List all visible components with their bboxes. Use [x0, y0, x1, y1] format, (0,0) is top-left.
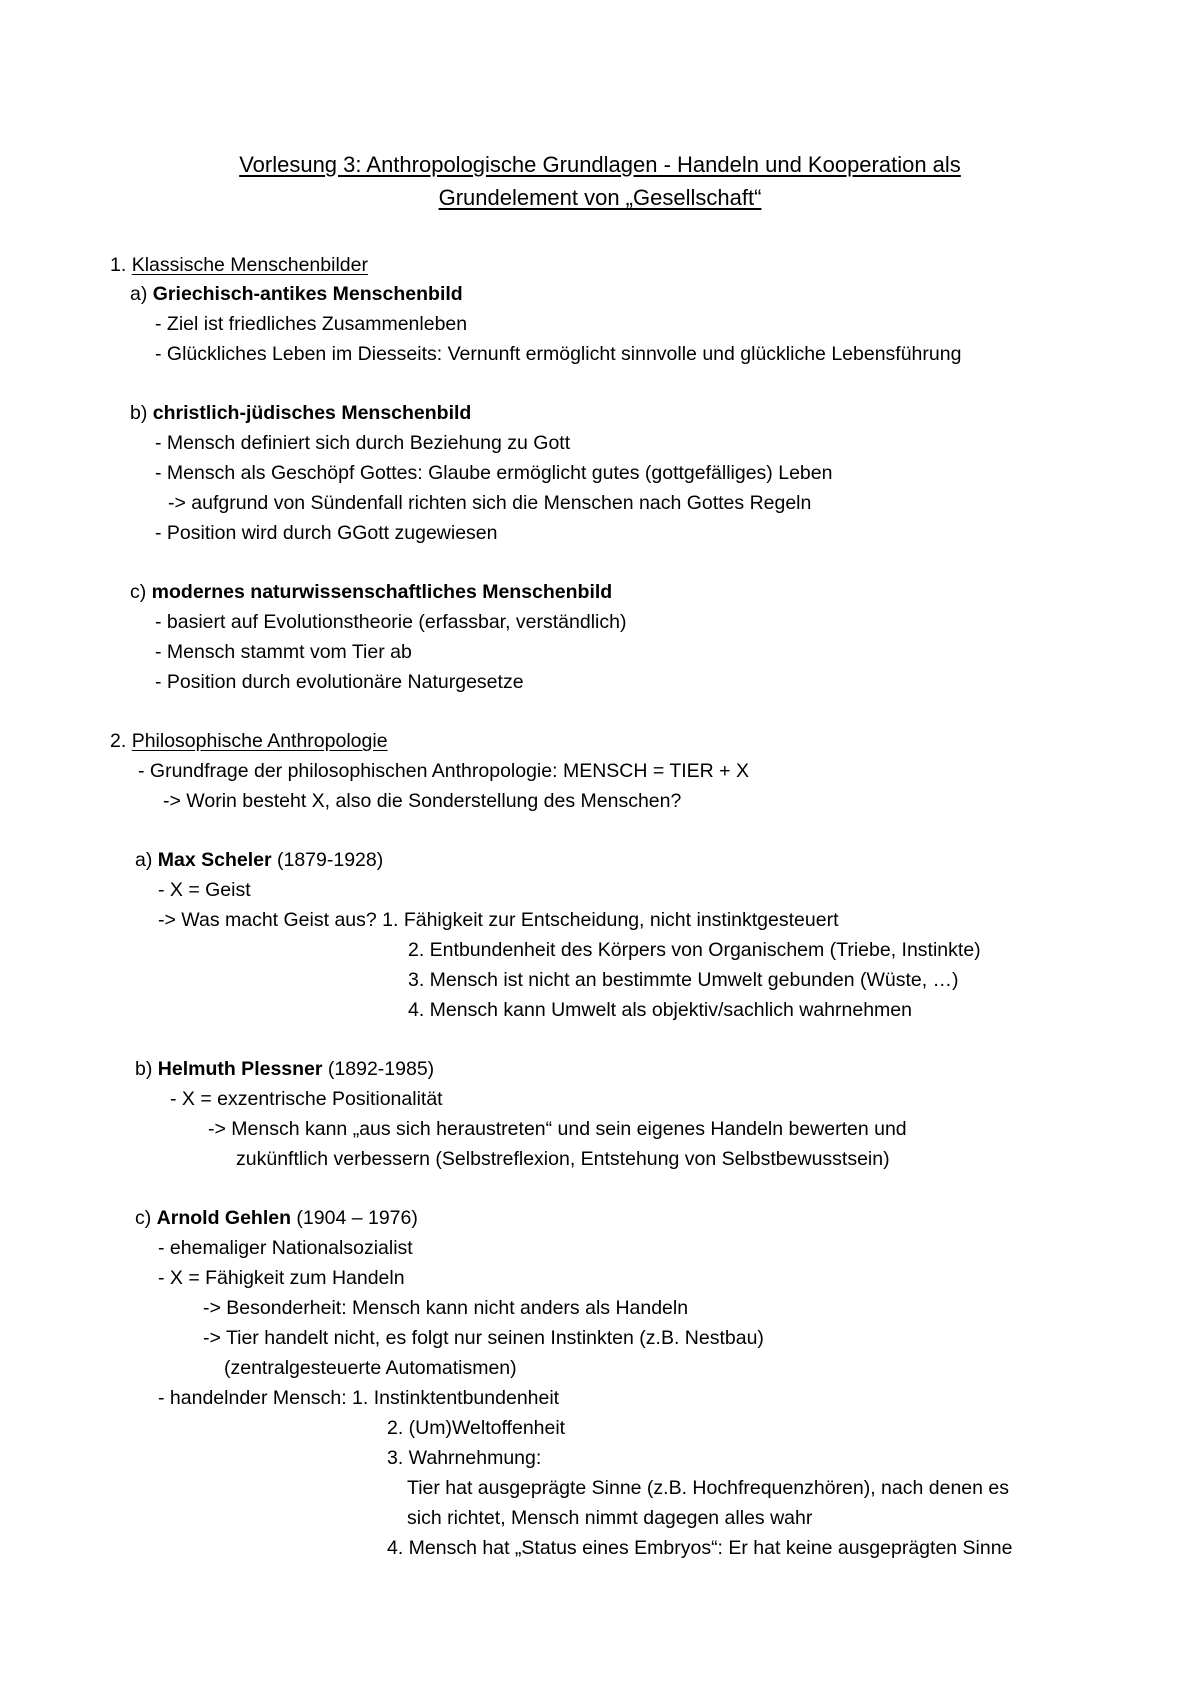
list-item: - X = exzentrische Positionalität — [170, 1088, 443, 1110]
subsection-1a-label: a) — [130, 283, 153, 305]
list-item: - basiert auf Evolutionstheorie (erfassbar, verständlich) — [155, 611, 627, 633]
list-item: (zentralgesteuerte Automatismen) — [224, 1357, 517, 1379]
list-item: -> Mensch kann „aus sich heraustreten“ und sein eigenes Handeln bewerten und — [208, 1118, 907, 1140]
list-item: 2. Entbundenheit des Körpers von Organischem (Triebe, Instinkte) — [408, 939, 981, 961]
list-item: zukünftlich verbessern (Selbstreflexion, Entstehung von Selbstbewusstsein) — [236, 1148, 890, 1170]
subsection-1b-title: christlich-jüdisches Menschenbild — [152, 402, 472, 424]
list-item: - X = Fähigkeit zum Handeln — [158, 1267, 405, 1289]
subsection-1c-title: modernes naturwissenschaftliches Menschenbild — [151, 581, 613, 603]
section-2-title: Philosophische Anthropologie — [131, 730, 388, 752]
subsection-2b-heading — [135, 1056, 434, 1082]
list-item: -> Was macht Geist aus? 1. Fähigkeit zur Entscheidung, nicht instinktgesteuert — [158, 909, 839, 931]
subsection-1b-label: b) — [130, 402, 153, 424]
subsection-2b-years: (1892-1985) — [322, 1058, 435, 1080]
subsection-2a-name: Max Scheler — [157, 849, 272, 871]
title-line-1: Vorlesung 3: Anthropologische Grundlagen - Handeln und Kooperation als — [239, 152, 961, 177]
list-item: - Position durch evolutionäre Naturgesetze — [155, 671, 524, 693]
subsection-1a-heading — [130, 281, 463, 307]
list-item: - Mensch definiert sich durch Beziehung zu Gott — [155, 432, 571, 454]
subsection-1c-heading — [130, 579, 612, 605]
subsection-2c-years: (1904 – 1976) — [291, 1207, 418, 1229]
title-line-2: Grundelement von „Gesellschaft“ — [438, 185, 762, 210]
subsection-2a-heading — [135, 847, 383, 873]
list-item: - X = Geist — [158, 879, 251, 901]
list-item: 3. Mensch ist nicht an bestimmte Umwelt gebunden (Wüste, …) — [408, 969, 959, 991]
document-title — [0, 148, 1200, 214]
list-item: 4. Mensch hat „Status eines Embryos“: Er hat keine ausgeprägten Sinne — [387, 1537, 1013, 1559]
list-item: - Glückliches Leben im Diesseits: Vernunft ermöglicht sinnvolle und glückliche Lebensführung — [155, 343, 962, 365]
list-item: - ehemaliger Nationalsozialist — [158, 1237, 413, 1259]
section-2-heading — [110, 728, 388, 754]
list-item: -> aufgrund von Sündenfall richten sich die Menschen nach Gottes Regeln — [168, 492, 812, 514]
subsection-1a-title: Griechisch-antikes Menschenbild — [152, 283, 463, 305]
subsection-2a-label: a) — [135, 849, 158, 871]
list-item: -> Besonderheit: Mensch kann nicht anders als Handeln — [203, 1297, 689, 1319]
list-item: - Ziel ist friedliches Zusammenleben — [155, 313, 468, 335]
list-item: Tier hat ausgeprägte Sinne (z.B. Hochfrequenzhören), nach denen es — [407, 1477, 1009, 1499]
list-item: - handelnder Mensch: 1. Instinktentbundenheit — [158, 1387, 560, 1409]
section-1-title: Klassische Menschenbilder — [131, 254, 368, 276]
subsection-1c-label: c) — [130, 581, 152, 603]
subsection-2c-name: Arnold Gehlen — [156, 1207, 292, 1229]
list-item: - Mensch als Geschöpf Gottes: Glaube ermöglicht gutes (gottgefälliges) Leben — [155, 462, 833, 484]
subsection-1b-heading — [130, 400, 471, 426]
list-item: sich richtet, Mensch nimmt dagegen alles wahr — [407, 1507, 813, 1529]
subsection-2b-label: b) — [135, 1058, 158, 1080]
list-item: -> Worin besteht X, also die Sonderstellung des Menschen? — [163, 790, 682, 812]
section-1-number: 1. — [110, 254, 132, 276]
subsection-2b-name: Helmuth Plessner — [157, 1058, 323, 1080]
section-1-heading — [110, 252, 368, 278]
list-item: - Position wird durch GGott zugewiesen — [155, 522, 498, 544]
list-item: -> Tier handelt nicht, es folgt nur seinen Instinkten (z.B. Nestbau) — [203, 1327, 764, 1349]
list-item: 4. Mensch kann Umwelt als objektiv/sachlich wahrnehmen — [408, 999, 912, 1021]
section-2-number: 2. — [110, 730, 132, 752]
list-item: 2. (Um)Weltoffenheit — [387, 1417, 566, 1439]
list-item: 3. Wahrnehmung: — [387, 1447, 542, 1469]
subsection-2a-years: (1879-1928) — [271, 849, 384, 871]
subsection-2c-heading — [135, 1205, 418, 1231]
list-item: - Grundfrage der philosophischen Anthropologie: MENSCH = TIER + X — [138, 760, 749, 782]
list-item: - Mensch stammt vom Tier ab — [155, 641, 412, 663]
subsection-2c-label: c) — [135, 1207, 157, 1229]
